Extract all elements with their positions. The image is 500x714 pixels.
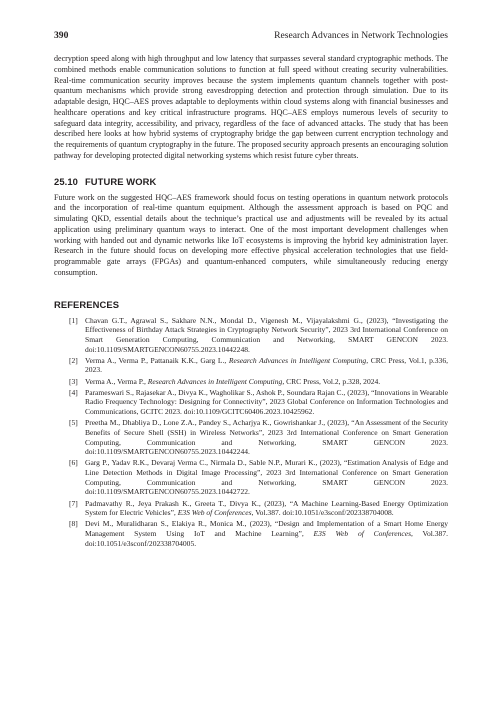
reference-number: [6] [69, 458, 78, 468]
future-work-paragraph: Future work on the suggested HQC–AES framework should focus on testing operations in quantum network protocols and the incorporation of real-time quantum equipment. Although the assessment approach is based on PQC and simulating QKD, essential details about the technique’s practical use and adjustments will be revealed by its actual application using preliminary quantum ways to interact. One of the most important development challenges when working with handed out and dynamic networks like IoT ecosystems is improving the hybrid key administration layer. Research in the future should focus on developing more effective physical acceleration technologies that use field-programmable gate arrays (FPGAs) and quantum-enhanced computers, while simultaneously reducing energy consumption. [54, 192, 448, 277]
references-heading: REFERENCES [54, 298, 120, 310]
reference-item [54, 499, 448, 518]
reference-text: Padmavathy R., Jeya Prakash K., Greeta T., Divya K., (2023), “A Machine Learning-Based Energy Optimization System for Electric Vehicles”, [85, 498, 448, 518]
reference-number: [4] [69, 387, 78, 397]
reference-number: [8] [69, 519, 78, 529]
reference-item [54, 519, 448, 548]
reference-list [54, 316, 448, 549]
running-header [54, 30, 448, 42]
reference-details: , Vol.387. doi:10.1051/e3sconf/202338704008. [251, 508, 394, 518]
reference-venue: E3S Web of Conferences [313, 529, 412, 538]
reference-text: Parameswari S., Rajasekar A., Divya K., Wagholikar S., Ashok P., Soundara Rajan C., (2023), “Innovations in Wearable Radio Frequency Technology: Designing for Connectivity”, 2023 Global Conference on Information Technologies and Communications, GCITC 2023. doi:10.1109/GCITC60406.2023.10425962. [85, 387, 448, 416]
reference-details: , Vol.387. doi:10.1051/e3sconf/202338704005. [85, 529, 448, 548]
reference-text: Chavan G.T., Agrawal S., Sakhare N.N., Mondal D., Vigenesh M., Vijayalakshmi G., (2023), “Investigating the Effectiveness of Birthday Attack Strategies in Cryptography Network Security”, 2023 3rd International Conference on Smart Generation Computing, Communication and Networking, SMART GENCON 2023. doi:10.1109/SMARTGENCON60755.2023.10442248. [85, 315, 448, 354]
reference-number: [1] [69, 315, 78, 325]
reference-item [54, 458, 448, 497]
section-number: 25.10 [54, 175, 78, 187]
reference-item [54, 418, 448, 457]
reference-venue: Research Advances in Intelligent Computing [147, 376, 283, 386]
section-title: FUTURE WORK [84, 175, 157, 187]
reference-item [54, 316, 448, 355]
reference-venue: E3S Web of Conferences [177, 508, 252, 518]
reference-item [54, 377, 448, 387]
section-heading [54, 176, 448, 187]
reference-text: Verma A., Verma P., [85, 376, 148, 386]
reference-text: Garg P., Yadav R.K., Devaraj Verma C., Nirmala D., Sable N.P., Murari K., (2023), “Estimation Analysis of Edge and Line Detection Methods in Digital Image Processing”, 2023 3rd International Conference on Smart Generation Computing, Communication and Networking, SMART GENCON 2023. doi:10.1109/SMARTGENCON60755.2023.10442722. [85, 458, 448, 497]
reference-text: Verma A., Verma P., Pattanaik K.K., Garg L., [85, 355, 229, 365]
book-page [54, 30, 448, 550]
reference-number: [5] [69, 418, 78, 428]
reference-details: , CRC Press, Vol.2, p.328, 2024. [282, 376, 381, 386]
reference-text: Preetha M., Dhabliya D., Lone Z.A., Pandey S., Acharjya K., Gowrishankar J., (2023), “An Assessment of the Security Benefits of Secure Shell (SSH) in Wireless Networks”, 2023 3rd International Conference on Smart Generation Computing, Communication and Networking, SMART GENCON 2023. doi:10.1109/SMARTGENCON60755.2023.10442244. [85, 418, 448, 457]
reference-text: Devi M., Muralidharan S., Elakiya R., Monica M., (2023), “Design and Implementation of a Smart Home Energy Management System Using IoT and Machine Learning”, [85, 519, 448, 538]
reference-number: [7] [69, 498, 78, 508]
reference-venue: Research Advances in Intelligent Computing [228, 355, 367, 365]
page-number: 390 [54, 30, 69, 41]
reference-details: , CRC Press, Vol.1, p.336, 2023. [85, 355, 448, 375]
reference-number: [3] [69, 376, 78, 386]
reference-item [54, 388, 448, 417]
intro-paragraph: decryption speed along with high throughput and low latency that surpasses several standard cryptographic methods. The combined methods enable communication solutions to function at full speed without creating security vulnerabilities. Real-time communication security improves because the system implements quantum channels together with post-quantum mechanisms which provide strong eavesdropping detection and protection through simulation. Due to its adaptable design, HQC–AES proves adaptable to deployments within cloud systems along with financial businesses and healthcare operations and key critical infrastructure programs. HQC–AES employs numerous levels of security to safeguard data integrity, accessibility, and privacy, regardless of the face of advanced attacks. The study that has been described here looks at how hybrid systems of cryptography bridge the gap between current encryption technology and the requirements of quantum cryptography in the future. The proposed security approach presents an encouraging solution pathway for developing protected digital networking systems which resist future cyber threats. [54, 54, 448, 160]
reference-item [54, 356, 448, 375]
reference-number: [2] [69, 355, 78, 365]
running-title: Research Advances in Network Technologies [274, 30, 448, 41]
